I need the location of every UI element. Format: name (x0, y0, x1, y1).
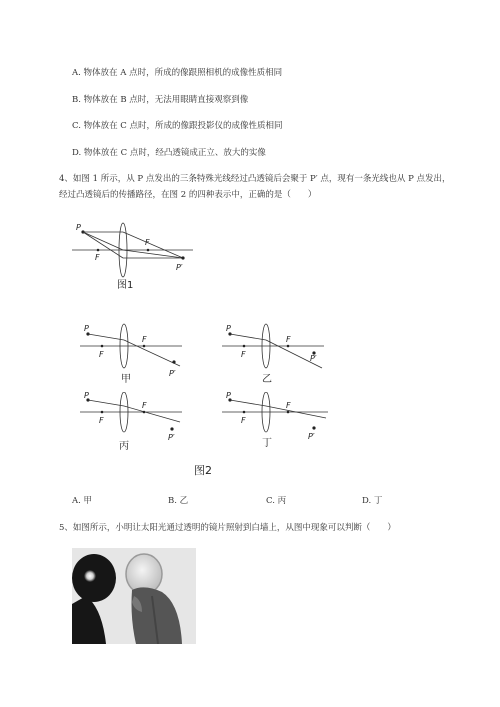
svg-text:P′: P′ (169, 369, 176, 378)
q4-answer-b: B. 乙 (168, 496, 189, 506)
fig1-label-f: F (145, 238, 150, 247)
svg-text:F: F (99, 350, 104, 359)
q4-text-line1: 4、如图 1 所示，从 P 点发出的三条特殊光线经过凸透镜后会聚于 P′ 点，现有一条光线也从 P 点发出， (59, 174, 451, 184)
q3-option-d: D. 物体放在 C 点时，经凸透镜成正立、放大的实像 (72, 148, 266, 158)
fig1-label-p: P (76, 223, 81, 232)
svg-text:P: P (226, 324, 231, 333)
fig1-point-pprime (181, 256, 184, 259)
q4-answer-c: C. 丙 (266, 496, 287, 506)
svg-text:P′: P′ (310, 354, 317, 363)
fig1-label-pprime: P′ (176, 263, 183, 272)
panel-label-jia: 甲 (121, 374, 131, 385)
svg-text:F: F (286, 401, 291, 410)
svg-text:F: F (241, 350, 246, 359)
fig1-label-f2: F (95, 253, 100, 262)
figure-2-panel-jia (76, 322, 186, 382)
figure-2-panel-ding (218, 392, 333, 452)
svg-text:P: P (226, 392, 231, 400)
q3-option-c: C. 物体放在 C 点时，所成的像跟投影仪的成像性质相同 (72, 121, 283, 131)
q5-text: 5、如图所示，小明让太阳光通过透明的镜片照射到白墙上，从图中现象可以判断（ ） (59, 523, 396, 533)
fig2-caption: 图2 (194, 464, 212, 477)
svg-text:F: F (286, 335, 291, 344)
panel-label-bing: 丙 (119, 441, 129, 452)
svg-text:F: F (142, 335, 147, 344)
svg-text:P: P (84, 324, 89, 333)
q3-option-b: B. 物体放在 B 点时，无法用眼睛直接观察到像 (72, 95, 249, 105)
svg-text:F: F (142, 401, 147, 410)
figure-2-panel-bing (76, 392, 186, 452)
fig1-caption: 图1 (117, 280, 134, 291)
svg-text:P′: P′ (168, 433, 175, 442)
light-spot (84, 570, 96, 582)
panel-label-yi: 乙 (262, 374, 272, 385)
q3-option-a: A. 物体放在 A 点时，所成的像跟照相机的成像性质相同 (72, 68, 283, 78)
svg-text:P′: P′ (308, 432, 315, 441)
figure-1 (68, 218, 198, 278)
svg-text:P: P (84, 392, 89, 400)
q5-photo (72, 548, 196, 644)
figure-2-panel-yi (218, 322, 328, 382)
q4-text-line2: 经过凸透镜后的传播路径，在图 2 的四种表示中，正确的是（ ） (59, 190, 317, 200)
svg-text:F: F (241, 416, 246, 425)
panel-label-ding: 丁 (262, 438, 272, 449)
q4-answer-d: D. 丁 (362, 496, 383, 506)
svg-text:F: F (99, 416, 104, 425)
q4-answer-a: A. 甲 (72, 496, 93, 506)
